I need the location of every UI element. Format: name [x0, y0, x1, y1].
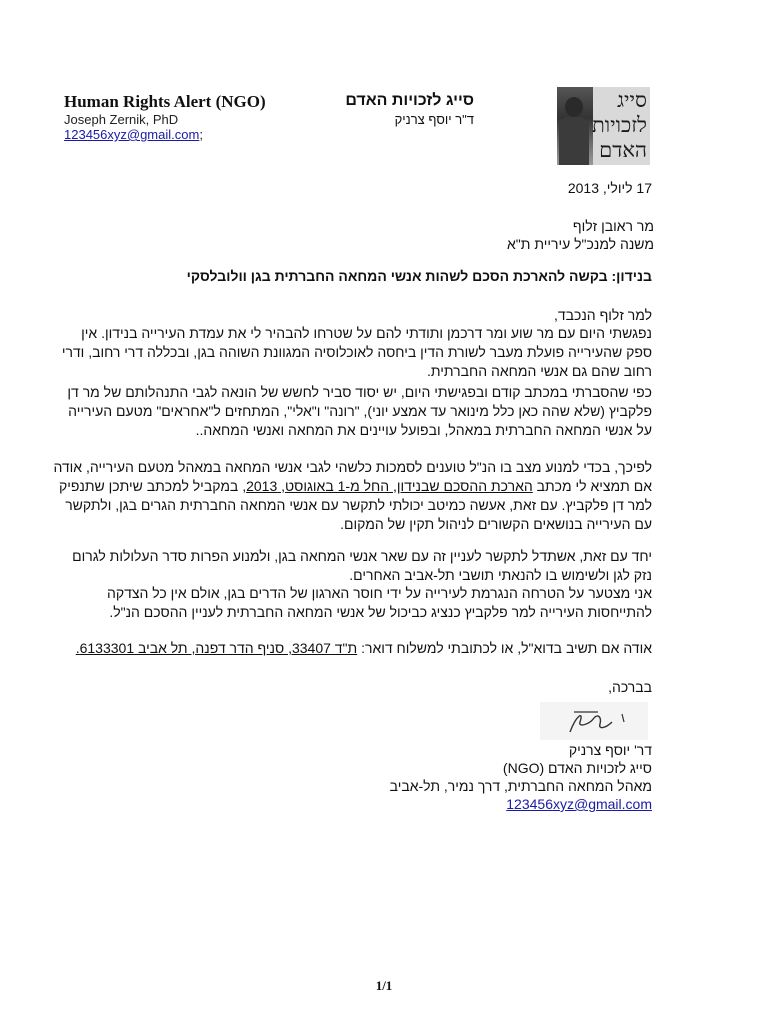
signature-address: מאהל המחאה החברתית, דרך נמיר, תל-אביב — [389, 778, 652, 794]
author-name-english: Joseph Zernik, PhD — [64, 112, 179, 127]
signature-email-link[interactable]: 123456xyz@gmail.com — [506, 796, 652, 812]
letter-closing: בברכה, — [608, 679, 652, 695]
paragraph-6-part-a: אודה אם תשיב בדוא"ל, או לכתובתי למשלוח דואר: — [357, 640, 652, 656]
handwritten-signature — [540, 702, 648, 740]
logo-text-line-3: האדם — [599, 138, 647, 162]
header-email-link[interactable]: 123456xyz@gmail.com — [64, 127, 200, 142]
recipient-name: מר ראובן זלוף — [572, 218, 654, 234]
org-name-english: Human Rights Alert (NGO) — [64, 92, 266, 111]
header-email — [64, 127, 203, 142]
email-separator: ; — [199, 127, 203, 142]
letter-date: 17 ליולי, 2013 — [567, 180, 652, 196]
letter-greeting: למר זלוף הנכבד, — [553, 307, 652, 323]
signature-org: סייג לזכויות האדם (NGO) — [502, 760, 652, 776]
paragraph-5: אני מצטער על הטרחה הנגרמת לעירייה על ידי חוסר הארגון של הדרים בגן, אולם אין כל הצדקה להתייחסות העירייה למר פלקביץ כנציג כביכול של אנשי המחאה החברתית לעניין ההסכם הנ"ל. — [106, 585, 652, 620]
logo-text-line-1: סייג — [617, 88, 647, 112]
author-name-hebrew: ד"ר יוסף צרניק — [394, 112, 474, 127]
org-name-hebrew: סייג לזכויות האדם — [345, 92, 474, 109]
paragraph-2: כפי שהסברתי במכתב קודם ובפגישתי היום, יש יסוד סביר לחשש של הונאה לגבי התנהלותם של מר דן פלקביץ (שלא שהה כאן כלל מינואר עד אמצע יוני), "רונה" ו"אלי", המתחזים ל"אחראים" מטעם העירייה על אנשי המחאה החברתית במאהל, ובפועל עויינים את המחאה ואנשי המחאה.. — [67, 384, 652, 438]
paragraph-1: נפגשתי היום עם מר שוע ומר דרכמן ותודתי להם על שטרחו להבהיר לי את עמדת העירייה בנידון. אין ספק שהעירייה פועלת מעבר לשורת הדין ביחסה לאוכלוסיה המגוונת השוהה בגן, ובכללה דרי רחוב, ודרי רחוב שהם גם אנשי המחאה החברתית. — [61, 325, 652, 379]
paragraph-3-part-b: במקביל למכתב שיתכן שתנפיק למר דן פלקביץ. עם זאת, אעשה כמיטב יכולתי לתקשר עם אנשי המחאה החברתית הגרים בגן, ולתקשר עם העירייה בנושאים הקשורים לניהול תקין של המקום. — [58, 478, 652, 532]
recipient-title: משנה למנכ"ל עיריית ת"א — [507, 236, 654, 252]
paragraph-3 — [52, 458, 652, 534]
signature-email — [506, 795, 652, 813]
paragraph-6 — [52, 639, 652, 658]
letter-subject: בנידון: בקשה להארכת הסכם לשהות אנשי המחאה החברתית בגן וולובלסקי — [186, 268, 652, 284]
organization-logo — [557, 87, 650, 165]
logo-text-line-2: לזכויות — [591, 113, 647, 137]
extension-request-text: הארכת ההסכם שבנידון, החל מ-1 באוגוסט, 2013, — [242, 478, 533, 494]
page-number: 1/1 — [375, 978, 393, 993]
signature-background — [540, 702, 648, 740]
signature-name: דר' יוסף צרניק — [568, 742, 652, 758]
paragraph-4: יחד עם זאת, אשתדל לתקשר לעניין זה עם שאר אנשי המחאה בגן, ולמנוע הפרות סדר העלולות לגרום נזק לגן ולשימוש בו להנאתי תושבי תל-אביב האחרים. — [72, 548, 652, 583]
postal-address: ת"ד 33407, סניף הדר דפנה, תל אביב 6133301. — [75, 640, 358, 656]
paragraph-3-part-a: לפיכך, בכדי למנוע מצב בו הנ"ל טוענים לסמכות כלשהי לגבי אנשי המחאה במאהל מטעם העירייה, אודה אם תמציא לי מכתב — [53, 459, 652, 494]
